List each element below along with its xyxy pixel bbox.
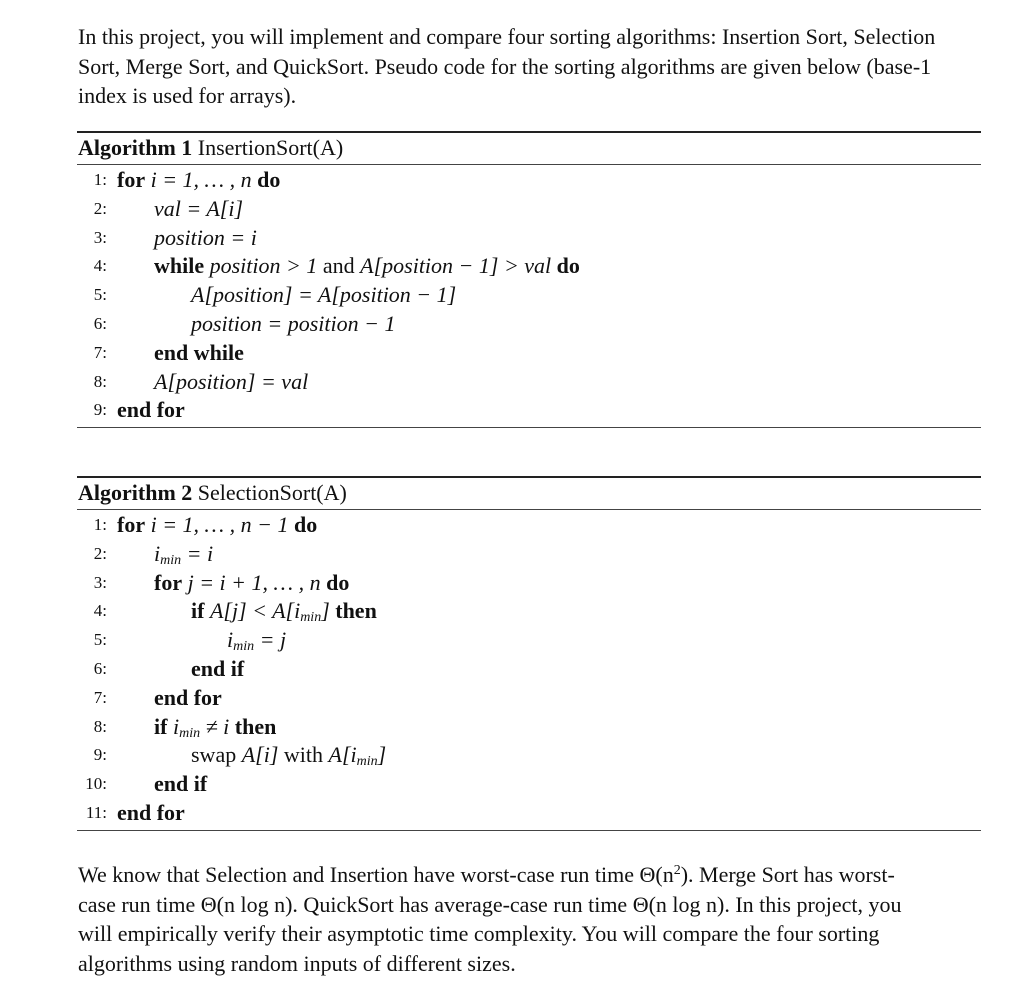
outro-line-4: algorithms using random inputs of different sizes.	[78, 950, 516, 976]
line-number: 7:	[93, 342, 107, 362]
keyword: if	[191, 598, 205, 624]
code-text	[117, 166, 280, 195]
outro-line-2: case run time Θ(n log n). QuickSort has average-case run time Θ(n log n). In this project, you	[78, 891, 902, 917]
line-number: 5:	[93, 285, 107, 305]
subscript: min	[179, 725, 201, 741]
code-text	[191, 281, 456, 310]
code-text	[154, 569, 349, 598]
subscript: min	[233, 639, 255, 655]
expression: A[position] = val	[154, 368, 309, 394]
code-text	[154, 252, 580, 281]
expression-rest: ]	[377, 742, 387, 768]
connective: with	[283, 742, 324, 768]
code-line	[77, 195, 981, 224]
expression-group	[328, 742, 387, 770]
line-number: 8:	[93, 371, 107, 391]
line-number: 9:	[93, 400, 107, 420]
outro-line-3: will empirically verify their asymptotic time complexity. You will compare the four sorting	[78, 921, 880, 946]
outro-line-1-end: ). Merge Sort has worst-	[680, 862, 895, 887]
expression: position = i	[154, 224, 257, 250]
code-line	[77, 569, 981, 598]
algorithm-caption	[77, 478, 981, 509]
algorithm-bottom-rule	[77, 427, 981, 428]
exponent: 2	[673, 863, 681, 878]
line-number: 10:	[85, 774, 107, 794]
line-number: 2:	[93, 543, 107, 563]
subscript: min	[160, 552, 182, 568]
algorithm-1-box	[77, 131, 981, 428]
expression: position > 1	[209, 253, 318, 279]
line-number: 1:	[93, 170, 107, 189]
code-line	[77, 166, 981, 195]
expression: A[i]	[241, 742, 279, 768]
line-number: 2:	[93, 198, 107, 218]
algorithm-label: Algorithm 1	[78, 135, 193, 160]
expression-rest: = i	[181, 540, 214, 566]
expression: i = 1, … , n − 1	[150, 512, 289, 537]
line-number: 3:	[93, 227, 107, 247]
code-line	[77, 310, 981, 339]
algorithm-name: InsertionSort(A)	[197, 135, 344, 160]
keyword: then	[234, 713, 277, 739]
expression: val = A[i]	[154, 195, 243, 221]
algorithm-lines	[77, 165, 981, 427]
expression-group	[173, 714, 229, 739]
code-line	[77, 396, 981, 425]
expression-rest: ≠ i	[200, 713, 230, 739]
code-line	[77, 770, 981, 799]
statement: swap	[191, 742, 237, 768]
code-text	[191, 655, 244, 684]
expression-rest: ]	[321, 598, 330, 624]
code-line	[77, 713, 981, 742]
algorithm-label: Algorithm 2	[78, 480, 193, 505]
code-line	[77, 368, 981, 397]
expression: position = position − 1	[191, 310, 396, 336]
code-line	[77, 626, 981, 655]
expression: A[position − 1] > val	[360, 253, 552, 279]
line-number: 7:	[93, 687, 107, 707]
intro-line-1: In this project, you will implement and compare four sorting algorithms: Insertion Sort, Selection	[78, 24, 936, 49]
line-number: 3:	[93, 572, 107, 592]
expression: i	[172, 713, 180, 739]
line-number: 1:	[93, 515, 107, 534]
code-line	[77, 252, 981, 281]
code-line	[77, 511, 981, 540]
expression-rest: = j	[254, 627, 287, 653]
code-text	[154, 339, 244, 368]
keyword: end while	[154, 339, 244, 365]
keyword: do	[257, 167, 281, 192]
keyword: end for	[117, 799, 185, 825]
code-line	[77, 224, 981, 253]
expression: i = 1, … , n	[150, 167, 252, 192]
intro-line-2: Sort, Merge Sort, and QuickSort. Pseudo code for the sorting algorithms are given below (base-1	[78, 53, 932, 79]
expression: A[i	[328, 742, 357, 768]
line-number: 5:	[93, 630, 107, 650]
expression: A[position] = A[position − 1]	[191, 282, 457, 308]
outro-line-1	[78, 856, 982, 890]
keyword: while	[154, 253, 205, 279]
outro-line-1-start: We know that Selection and Insertion have worst-case run time Θ(n	[78, 862, 674, 887]
keyword: end for	[117, 397, 185, 423]
keyword: then	[335, 598, 377, 624]
code-line	[77, 655, 981, 684]
code-text	[154, 224, 257, 253]
expression: j = i + 1, … , n	[187, 569, 321, 595]
outro-paragraph	[78, 856, 982, 978]
code-line	[77, 540, 981, 569]
algorithm-lines	[77, 510, 981, 830]
subscript: min	[356, 754, 378, 770]
expression: A[j] < A[i	[209, 598, 301, 624]
connective: and	[322, 253, 355, 279]
expression: i	[154, 540, 161, 566]
code-line	[77, 597, 981, 626]
keyword: for	[154, 569, 183, 595]
keyword: end for	[154, 684, 222, 710]
code-text	[154, 195, 243, 224]
code-line	[77, 281, 981, 310]
code-text	[117, 396, 185, 425]
expression-group	[209, 598, 330, 626]
line-number: 9:	[93, 745, 107, 765]
code-text	[154, 770, 207, 799]
intro-paragraph	[78, 22, 982, 111]
line-number: 8:	[93, 716, 107, 736]
line-number: 11:	[85, 802, 107, 822]
subscript: min	[300, 610, 322, 626]
keyword: for	[117, 512, 146, 537]
algorithm-bottom-rule	[77, 830, 981, 831]
code-line	[77, 684, 981, 713]
code-line	[77, 741, 981, 770]
keyword: end if	[191, 655, 245, 681]
line-number: 6:	[93, 658, 107, 678]
intro-line-3: index is used for arrays).	[78, 83, 297, 108]
keyword: end if	[154, 771, 208, 797]
keyword: for	[117, 167, 146, 192]
code-line	[77, 339, 981, 368]
keyword: do	[556, 253, 580, 279]
code-text	[154, 368, 308, 397]
keyword: if	[154, 713, 168, 739]
keyword: do	[326, 569, 350, 595]
line-number: 6:	[93, 313, 107, 333]
code-text	[117, 799, 185, 828]
keyword: do	[293, 512, 318, 537]
line-number: 4:	[93, 601, 107, 621]
code-line	[77, 799, 981, 828]
algorithm-2-box	[77, 476, 981, 831]
code-text	[117, 511, 317, 540]
code-text	[154, 684, 222, 713]
algorithm-name: SelectionSort(A)	[197, 480, 347, 505]
code-text	[191, 310, 396, 339]
expression: i	[227, 627, 234, 653]
algorithm-caption	[77, 133, 981, 164]
line-number: 4:	[93, 256, 107, 276]
